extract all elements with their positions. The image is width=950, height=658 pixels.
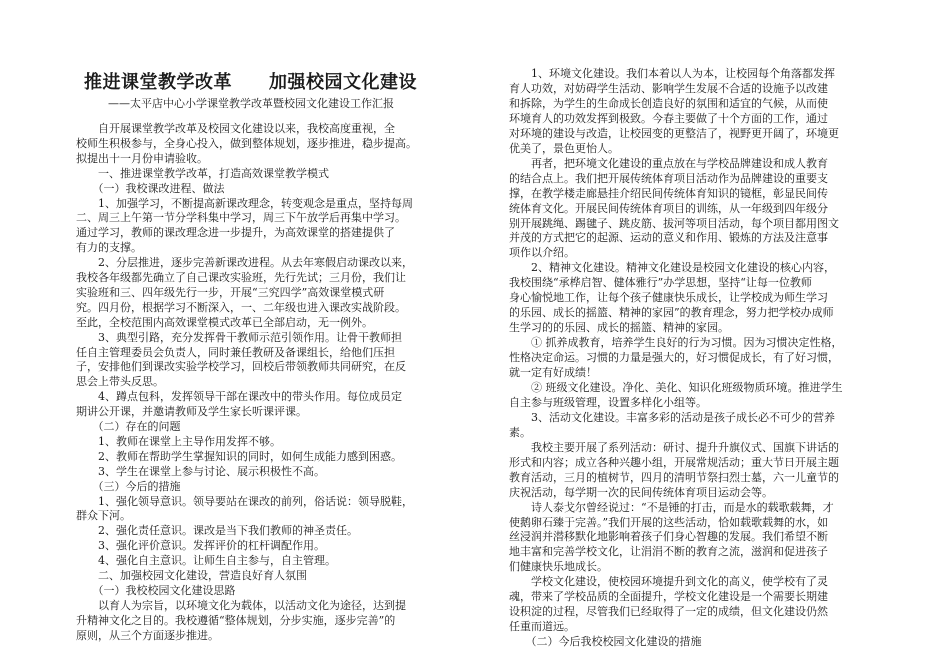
text-line: （二）存在的问题	[76, 420, 181, 433]
text-line: 任自主管理委员会负责人，同时兼任教研及备课组长，给他们压担	[76, 345, 395, 359]
text-line: 群众下河。	[76, 509, 131, 523]
text-line: 通过学习，教师的课改理念进一步提升，为高效课堂的搭建提供了	[76, 226, 395, 240]
text-line: 我校各年级都先确立了自己课改实验班，先行先试；三月份，我们让	[76, 271, 406, 284]
text-line: 使鹅卵石臻于完善。”我们开展的这些活动，恰如载歌载舞的水，如	[509, 515, 829, 529]
text-line: 升精神文化之目的。我校遵循“整体规划，分步实施，逐步完善”的	[76, 613, 396, 627]
text-line: 形式和内容；成立各种兴趣小组，开展常规活动；重大节日开展主题	[509, 455, 839, 469]
document-subtitle: ——太平店中心小学课堂教学改革暨校园文化建设工作汇报	[108, 97, 394, 110]
text-line: （一）我校课改进程、做法	[76, 181, 225, 195]
text-line: ② 班级文化建设。净化、美化、知识化班级物质环境。推进学生	[509, 380, 843, 394]
text-line: 育人功效，对妨碍学生活动、影响学生发展不合适的设施予以改建	[509, 81, 828, 95]
text-line: 4、蹲点包科，发挥领导干部在课改中的带头作用。每位成员定	[76, 390, 402, 404]
text-line: 别开展跳绳、踢毽子、跳皮筋、拔河等项目活动，每个项目都用图文	[509, 216, 839, 230]
document-title: 推进课堂教学改革 加强校园文化建设	[84, 72, 417, 93]
text-line: 性格决定命运。习惯的力量是强大的，好习惯促成长，有了好习惯，	[509, 351, 839, 365]
text-line: 究。四月份，根据学习不断深入，一、二年级也进入课改实战阶段。	[76, 300, 406, 314]
text-line: 一、推进课堂教学改革，打造高效课堂教学模式	[76, 166, 329, 180]
text-line: 我校主要开展了系列活动：研讨、提升升旗仪式、国旗下讲话的	[509, 440, 839, 454]
text-line: 思会上带头反思。	[76, 375, 164, 389]
text-line: 3、学生在课堂上参与讨论、展示积极性不高。	[76, 464, 325, 478]
text-line: 生学习的的乐园、成长的摇篮、精神的家园。	[509, 321, 729, 335]
text-line: 撑，在教学楼走廊悬挂介绍民间传统体育知识的镜框，彰显民间传	[509, 186, 828, 200]
text-line: 并茂的方式把它的起源、运动的意义和作用、锻炼的方法及注意事	[509, 231, 828, 245]
text-line: 设积淀的过程，尽管我们已经取得了一定的成绩，但文化建设仍然	[509, 605, 828, 619]
text-line: 地丰富和完善学校文化，让涓涓不断的教育之流，滋润和促进孩子	[509, 545, 828, 559]
text-line: 丝浸润并潜移默化地影响着孩子们身心智趣的发展。我们希望不断	[509, 530, 828, 544]
text-line: 2、精神文化建设。精神文化建设是校园文化建设的核心内容，	[509, 261, 835, 275]
text-line: 魂，带来了学校品质的全面提升，学校文化建设是一个需要长期建	[509, 590, 828, 604]
text-line: 1、教师在课堂上主导作用发挥不够。	[76, 434, 281, 448]
text-line: （三）今后的措施	[76, 479, 181, 493]
text-line: 2、强化责任意识。课改是当下我们教师的神圣责任。	[76, 524, 358, 538]
text-line: 3、典型引路，充分发挥骨干教师示范引领作用。让骨干教师担	[76, 330, 402, 344]
text-line: 2、分层推进，逐步完善新课改进程。从去年寒假启动课改以来，	[76, 256, 413, 270]
text-line: 有力的支撑。	[76, 241, 142, 255]
text-line: 拟提出十一月份申请验收。	[76, 151, 208, 165]
text-line: 1、强化领导意识。领导要站在课改的前列，俗话说：领导脱鞋，	[76, 494, 413, 508]
text-line: 1、环境文化建设。我们本着以人为本，让校园每个角落都发挥	[509, 67, 835, 80]
text-line: ① 抓养成教育，培养学生良好的行为习惯。因为习惯决定性格，	[509, 336, 843, 350]
text-line: 至此，全校范围内高效课堂模式改革已全部启动，无一例外。	[76, 315, 373, 329]
text-line: 的结合点上。我们把开展传统体育项目活动作为品牌建设的重要支	[509, 171, 828, 185]
text-line: 优美了，景色更怡人。	[509, 141, 619, 155]
text-line: 校师生积极参与，全身心投入，做到整体规划，逐步推进，稳步提高。	[76, 136, 417, 150]
text-line: 对环境的建设与改造，让校园变的更整洁了，视野更开阔了，环境更	[509, 126, 839, 140]
text-line: 庆祝活动，每学期一次的民间传统体育项目运动会等。	[509, 485, 773, 499]
text-line: 身心愉悦地工作，让每个孩子健康快乐成长，让学校成为师生学习	[509, 291, 828, 305]
text-line: 4、强化自主意识。让师生自主参与，自主管理。	[76, 554, 336, 568]
text-line: 环境育人的功效发挥到极致。今春主要做了十个方面的工作，通过	[509, 111, 828, 125]
text-line: 以育人为宗旨，以环境文化为载体，以活动文化为途径，达到提	[76, 598, 406, 612]
text-line: 期讲公开课，并邀请教师及学生家长听课评课。	[76, 405, 307, 419]
text-line: 的乐园、成长的摇篮、精神的家园”的教育理念，努力把学校办成师	[509, 306, 834, 320]
text-line: 3、强化评价意识。发挥评价的杠杆调配作用。	[76, 539, 325, 553]
text-line: 任重而道远。	[509, 620, 575, 634]
text-line: 教育活动，三月的植树节，四月的清明节祭扫烈士墓，六一儿童节的	[509, 470, 839, 484]
text-line: 二、加强校园文化建设，营造良好育人氛围	[76, 569, 307, 582]
text-line: 1、加强学习，不断提高新课改理念，转变观念是重点，坚持每周	[76, 196, 413, 210]
text-line: （一）我校校园文化建设思路	[76, 583, 236, 597]
text-line: 子，安排他们到课改实验学校学习，回校后带领教师共同研究，在反	[76, 360, 406, 374]
text-line: 诗人泰戈尔曾经说过：“不是锤的打击，而是水的载歌载舞，才	[509, 500, 834, 514]
text-line: 2、教师在帮助学生掌握知识的同时，如何生成能力感到困惑。	[76, 449, 402, 463]
text-line: 学校文化建设，使校园环境提升到文化的高义，使学校有了灵	[509, 575, 828, 589]
text-line: 和拆除，为学生的生命成长创造良好的氛围和适宜的气候，从而使	[509, 96, 828, 110]
text-line: 自开展课堂教学改革及校园文化建设以来，我校高度重视，全	[76, 122, 395, 135]
text-line: 二、周三上午第一节分学科集中学习，周三下午放学后再集中学习。	[76, 211, 406, 225]
text-line: 自主参与班级管理，设置多样化小组等。	[509, 395, 707, 409]
text-line: 们健康快乐地成长。	[509, 560, 608, 574]
text-line: 3、活动文化建设。丰富多彩的活动是孩子成长必不可少的营养	[509, 410, 835, 424]
text-line: 我校围绕“承桦启智、健体雅行”办学思想，坚持“让每一位教师	[509, 276, 812, 290]
text-line: 项作以介绍。	[509, 246, 575, 260]
text-line: 统体育文化。开展民间传统体育项目的训练，从一年级到四年级分	[509, 201, 828, 215]
text-line: （二）今后我校校园文化建设的措施	[509, 635, 702, 649]
text-line: 实验班和三、四年级先行一步，开展“三究四学”高效课堂模式研	[76, 285, 385, 299]
text-line: 就一定有好成绩！	[509, 366, 597, 379]
text-line: 素。	[509, 425, 531, 439]
text-line: 原则，从三个方面逐步推进。	[76, 628, 219, 642]
text-line: 再者，把环境文化建设的重点放在与学校品牌建设和成人教育	[509, 156, 828, 170]
